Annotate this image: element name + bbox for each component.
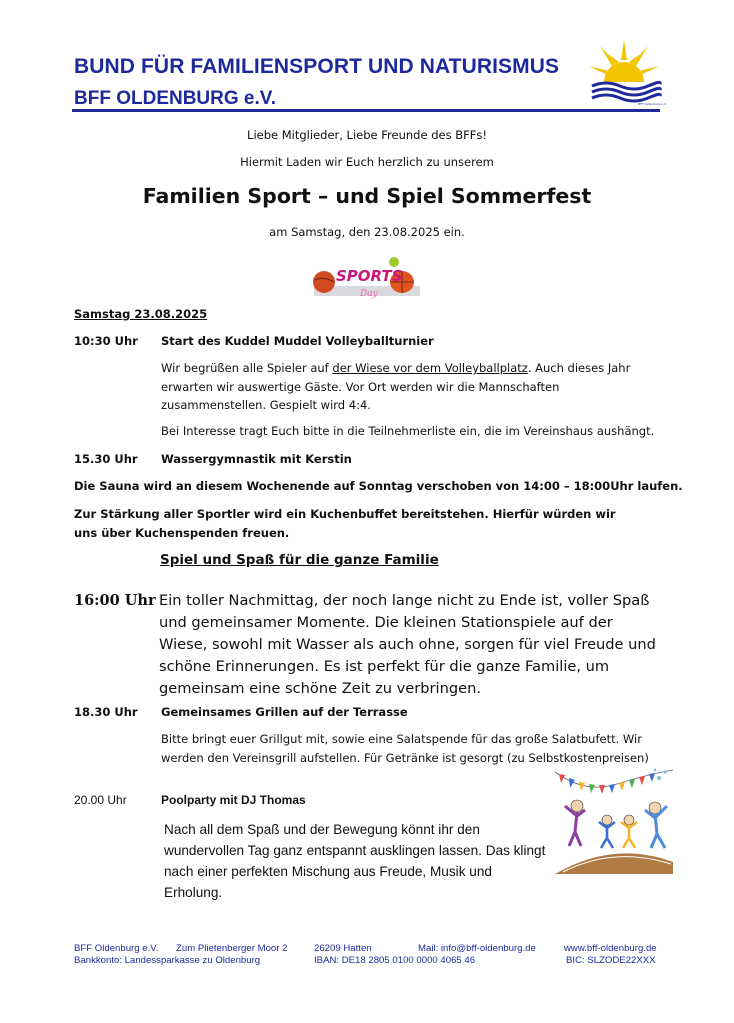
party-illustration-icon bbox=[555, 766, 673, 874]
org-short-name: BFF OLDENBURG e.V. bbox=[74, 88, 276, 109]
footer-street: Zum Plietenberger Moor 2 bbox=[176, 943, 288, 954]
sports-logo-day: Day bbox=[360, 289, 378, 299]
volleyball-title: Start des Kuddel Muddel Volleyballturnier bbox=[161, 334, 434, 348]
org-name: BUND FÜR FAMILIENSPORT UND NATURISMUS bbox=[74, 55, 560, 78]
day-heading: Samstag 23.08.2025 bbox=[74, 307, 208, 321]
footer-bic: BIC: SLZODE22XXX bbox=[566, 955, 656, 966]
volleyball-signup-text: Bei Interesse tragt Euch bitte in die Teilnehmerliste ein, die im Vereinshaus aushängt. bbox=[161, 424, 655, 438]
time-1600: 16:00 Uhr bbox=[74, 592, 156, 609]
footer-mail[interactable]: Mail: info@bff-oldenburg.de bbox=[418, 943, 536, 954]
grill-title: Gemeinsames Grillen auf der Terrasse bbox=[161, 705, 408, 719]
event-title: Familien Sport – und Spiel Sommerfest bbox=[142, 184, 592, 208]
sun-wave-logo-icon bbox=[586, 38, 667, 106]
meadow-link-text: der Wiese vor dem Volleyballplatz bbox=[332, 361, 528, 375]
time-1830: 18.30 Uhr bbox=[74, 705, 138, 719]
cake-note: Zur Stärkung aller Sportler wird ein Kuchenbuffet bereitstehen. Hierfür würden wir uns über Kuchenspenden freuen. bbox=[74, 507, 616, 540]
footer-city: 26209 Hatten bbox=[314, 943, 372, 954]
poolparty-text: Nach all dem Spaß und der Bewegung könnt ihr den wundervollen Tag ganz entspannt ausklingen lassen. Das klingt nach einer perfekten Mischung aus Freude, Musik und Erholung. bbox=[164, 822, 546, 900]
greeting-line: Liebe Mitglieder, Liebe Freunde des BFFs! bbox=[247, 128, 487, 142]
footer-web[interactable]: www.bff-oldenburg.de bbox=[564, 943, 657, 954]
poolparty-title: Poolparty mit DJ Thomas bbox=[161, 793, 306, 807]
volleyball-text: Wir begrüßen alle Spieler auf der Wiese vor dem Volleyballplatz. Auch dieses Jahr erwarten wir auswertige Gäste. Vor Ort werden wir die Mannschaften zusammenstellen. Gespielt wird 4:4. bbox=[161, 361, 631, 412]
sports-day-logo-icon bbox=[302, 252, 424, 314]
aqua-gym-title: Wassergymnastik mit Kerstin bbox=[161, 452, 352, 466]
logo-caption: BFF Oldenburg e.V. bbox=[638, 102, 667, 106]
footer-bank: Bankkonto: Landessparkasse zu Oldenburg bbox=[74, 955, 261, 966]
family-section-heading: Spiel und Spaß für die ganze Familie bbox=[160, 552, 439, 568]
time-1530: 15.30 Uhr bbox=[74, 452, 138, 466]
header-divider bbox=[72, 109, 660, 112]
footer-org-name: BFF Oldenburg e.V. bbox=[74, 943, 159, 954]
sauna-note: Die Sauna wird an diesem Wochenende auf Sonntag verschoben von 14:00 – 18:00Uhr laufen. bbox=[74, 479, 683, 493]
grill-text: Bitte bringt euer Grillgut mit, sowie eine Salatspende für das große Salatbufett. Wir werden den Vereinsgrill aufstellen. Für Getränke ist gesorgt (zu Selbstkostenpreisen) bbox=[161, 732, 649, 765]
time-1030: 10:30 Uhr bbox=[74, 334, 138, 348]
invite-line: Hiermit Laden wir Euch herzlich zu unserem bbox=[240, 155, 494, 169]
family-afternoon-text: Ein toller Nachmittag, der noch lange nicht zu Ende ist, voller Spaß und gemeinsamer Momente. Die kleinen Stationspiele auf der Wiese, sowohl mit Wasser als auch ohne, sorgen für viel Freude und schöne Erinnerungen. Es ist perfekt für die ganze Familie, um gemeinsam eine schöne Zeit zu verbringen. bbox=[159, 592, 656, 697]
sports-logo-word: SPORTS bbox=[336, 267, 403, 285]
time-2000: 20.00 Uhr bbox=[74, 793, 127, 807]
date-line: am Samstag, den 23.08.2025 ein. bbox=[269, 225, 465, 239]
footer-iban: IBAN: DE18 2805 0100 0000 4065 46 bbox=[314, 955, 476, 966]
